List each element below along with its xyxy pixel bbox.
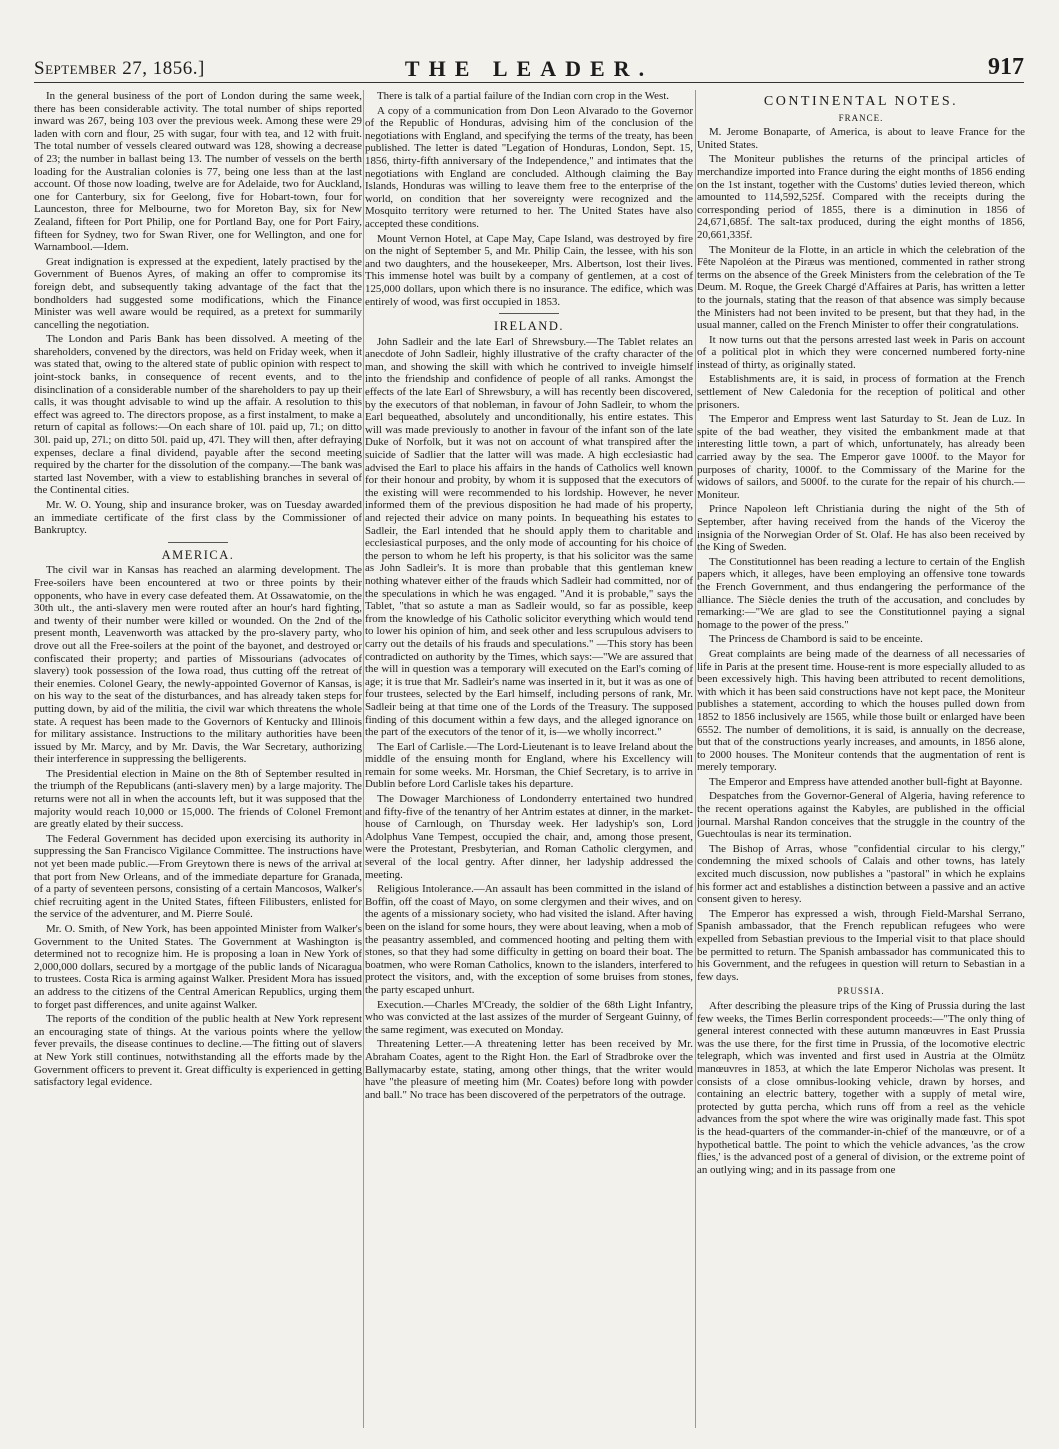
paragraph: Execution.—Charles M'Cready, the soldier of the 68th Light Infantry, who was convicted at the last assizes of the murder of Sergeant Guinny, of the same regiment, was executed on Monday. xyxy=(365,998,693,1036)
paragraph: The Moniteur publishes the returns of the principal articles of merchandize imported into France during the eight months of 1856 ending on the 1st instant, together with the Customs' duties levied thereon, which amounted to 114,592,525f. Compared with the receipts during the corresponding period of 1855, there is a diminution in 1856 of 24,671,685f. The salt-tax produced, during the eight months of 1856, 20,661,335f. xyxy=(697,153,1025,241)
section-rule xyxy=(499,313,559,314)
paragraph: M. Jerome Bonaparte, of America, is about to leave France for the United States. xyxy=(697,126,1025,151)
paragraph: In the general business of the port of London during the same week, there has been considerable activity. The total number of ships reported inward was 267, being 103 over the previous week. Among these were 29 laden with corn and flour, 25 with sugar, four with tea, and 12 with fruit. The total number of vessels cleared outward was 128, showing a decrease of 23; the number in ballast being 13. The number of vessels on the berth loading for the Australian colonies is 77, being one less than at the last account. Of those now loading, twelve are for Adelaide, two for Auckland, one for Canterbury, six for Geelong, five for Hobart-town, four for Launceston, three for Melbourne, two for Moreton Bay, six for New Zealand, fifteen for Port Philip, one for Portland Bay, one for Port Fairy, fifteen for Sydney, two for Swan River, one for Wellington, and one for Warnambool.—Idem. xyxy=(34,90,362,254)
paragraph: The Emperor and Empress went last Saturday to St. Jean de Luz. In spite of the bad weather, they visited the embankment made at that interesting little town, a part of which, unfortunately, has already been carried away by the sea. The Emperor gave 1000f. to the Mayor for purposes of charity, 1000f. to the Commissary of the Marine for the widows of sailors, and 5000f. to the curate for the repair of his church.—Moniteur. xyxy=(697,413,1025,501)
section-rule xyxy=(168,542,228,543)
paragraph: The civil war in Kansas has reached an alarming development. The Free-soilers have been encountered at two or three points by their opponents, who have in every case defeated them. At Ossawatomie, on the 30th ult., the anti-slavery men were routed after an hour's hard fighting, and twenty of their number were killed or wounded. On the 2nd of the present month, Leavenworth was attacked by the pro-slavery party, who drove out all the Free-soilers at the point of the bayonet, and destroyed or confiscated their property; and parties of Missourians (advocates of slavery) took possession of the Iowa road, thus cutting off the retreat of their enemies. Colonel Geary, the newly-appointed Governor of Kansas, is on his way to the seat of the disturbances, and has already taken steps for putting down, by aid of the militia, the civil war which threatens the whole state. A request has been made to the Governors of Kentucky and Illinois for military assistance. Instructions to the military authorities have been issued by Mr. Marcy, and by Mr. Davis, the War Secretary, authorizing their interference in suppressing the belligerents. xyxy=(34,564,362,766)
paragraph: Great complaints are being made of the dearness of all necessaries of life in Paris at the present time. House-rent is more especially alluded to as been excessively high. This having been attributed to recent demolitions, with which it has been said constructions have not kept pace, the Moniteur publishes a statement, according to which the houses pulled down from 1852 to 1856 inclusively are 1565, while those built or enlarged have been 6552. The number of demolitions, it is said, is annually on the decrease, but that of the constructions yearly increases, and amounts, in 1856 alone, to 2000 houses. The Moniteur contends that the augmentation of rent is merely temporary. xyxy=(697,647,1025,774)
subheading-prussia: PRUSSIA. xyxy=(837,986,885,997)
paragraph: The Earl of Carlisle.—The Lord-Lieutenant is to leave Ireland about the middle of the ensuing month for England, where his Excellency will remain for some weeks. Mr. Horsman, the Chief Secretary, is to arrive in Dublin before Lord Carlisle takes his departure. xyxy=(365,740,693,791)
paragraph: After describing the pleasure trips of the King of Prussia during the last few weeks, the Times Berlin correspondent proceeds:—"The only thing of general interest connected with these autumn manœuvres in East Prussia was the use there, for the first time in Prussia, of the locomotive electric telegraph, which was invented and first used in Austria at the Olmütz manœuvres in 1853, at which the late Emperor Nicholas was present. It consists of a close omnibus-looking vehicle, drawn by horses, and containing an electric battery, together with a supply of metal wire, protected by gutta percha, which runs off from a reel as the vehicle advances from the spot where the wire was originally made fast. This spot is the head-quarters of the commander-in-chief of the manœuvre, or of a hypothetical battle. The point to which the vehicle advances, 'as the crow flies,' is the advanced post of a general of division, or the extreme point of an outlying wing; and in its passage from one xyxy=(697,999,1025,1176)
section-heading-america: AMERICA. xyxy=(161,547,235,562)
section-heading-ireland: IRELAND. xyxy=(494,319,564,334)
column-3 xyxy=(697,90,1025,1428)
masthead-title: THE LEADER. xyxy=(404,56,654,81)
column-divider xyxy=(363,90,364,1428)
paragraph: Mount Vernon Hotel, at Cape May, Cape Island, was destroyed by fire on the night of September 5, and Mr. Philip Cain, the lessee, with his son and two daughters, and the housekeeper, Mrs. Albertson, lost their lives. This immense hotel was built by a company of gentlemen, at a cost of 125,000 dollars, upon which there is no insurance. The edifice, which was entirely of wood, was first occupied in 1853. xyxy=(365,232,693,308)
paragraph: John Sadleir and the late Earl of Shrewsbury.—The Tablet relates an anecdote of John Sadleir, highly illustrative of the crafty character of the man, and showing the skill with which he contrived to inveigle himself into the friendship and confidence of people of all ranks. Amongst the effects of the late Earl of Shrewsbury, a will has recently been discovered, by the executors of that nobleman, in favour of John Sadleir, to whom the Earl bequeathed, absolutely and unconditionally, his entire estates. This will was made previously to another in favour of the infant son of the late Duke of Norfolk, but it was not on account of what transpired after the suicide of Sadlier that the latter will was made. A high ecclesiastic had advised the Earl to place his affairs in the hands of Catholics well known for their honour and probity, by whom it is supposed that the executors of the existing will were recommended to his lordship. However, he never informed them of the previous disposition he had made of his property, and rejected their advice on many points. In bequeathing his estates to Sadleir, the Earl intended that he should apply them to charitable and ecclesiastical purposes, and the only mode of accounting for his choice of the person to whom he left his property, is that his solicitor was the same as John Sadleir's. It is more than probable that this gentleman knew nothing whatever either of the frauds which Sadleir had committed, nor of the speculations in which he was engaged. "And it is probable," says the Tablet, "that so astute a man as Sadleir would, so far as possible, keep from the knowledge of his Catholic solicitor everything which would tend to lower his opinion of him, and seek other and less scrupulous advisers to carry out the details of his frauds and speculations." —This story has been contradicted on authority by the Times, which says:—"We are assured that the will in question was a temporary will executed on the Earl's coming of age; it is true that Mr. Sadleir's name was inserted in it, but it was as one of four trustees, selected by the Earl himself, including persons of rank, Mr. Sadleir being at that time one of the Lords of the Treasury. The supposed finding of this document within a few days, and the alleged ignorance on the part of the executors of the tenor of it, is—we wholly incorrect." xyxy=(365,335,693,739)
column-divider xyxy=(695,90,696,1428)
column-1 xyxy=(34,90,362,1428)
paragraph: The Moniteur de la Flotte, in an article in which the celebration of the Fête Napoléon at the Piræus was mentioned, commented in rather strong terms on the absence of the Greek Ministers from the celebration of the Te Deum. M. Roque, the Greek Chargé d'Affaires at Paris, has written a letter to the journals, stating that the reason of that absence was simply because the Ministers had not been invited to be present, but that they had, in the usual manner, called on the French Minister to offer their congratulations. xyxy=(697,243,1025,332)
paragraph: Great indignation is expressed at the expedient, lately practised by the Government of Buenos Ayres, of making an offer to compromise its foreign debt, and subsequently taking advantage of the fact that the bondholders had suggested some modifications, which the Finance Minister was well aware would be required, as a pretext for summarily cancelling the negotiation. xyxy=(34,255,362,331)
page-number: 917 xyxy=(988,54,1024,80)
paragraph: The Princess de Chambord is said to be enceinte. xyxy=(709,633,923,646)
paragraph: Prince Napoleon left Christiania during the night of the 5th of September, after having received from the hands of the Viceroy the insignia of the Norwegian Order of St. Olaf. He has also been received by the King of Sweden. xyxy=(697,503,1025,554)
paragraph: The Presidential election in Maine on the 8th of September resulted in the triumph of the Republicans (anti-slavery men) by a large majority. The returns were not all in when the accounts left, but it was supposed that the majority would reach 10,000 or 15,000. The friends of Colonel Fremont are greatly elated by their success. xyxy=(34,767,362,831)
paragraph: Despatches from the Governor-General of Algeria, having reference to the recent operations against the Kabyles, are published in the official journal. Marshal Randon conceives that the struggle in the country of the Guechtoulas is near its termination. xyxy=(697,790,1025,841)
paragraph: The Bishop of Arras, whose "confidential circular to his clergy," condemning the mixed schools of Calais and other towns, has lately excited much discussion, now publishes a "pastoral" in which he explains his former act and establishes a distinction between a passive and an active consent given to heresy. xyxy=(697,842,1025,906)
paragraph: The Constitutionnel has been reading a lecture to certain of the English papers which, it alleges, have been employing an offensive tone towards the French Government, and thus endangering the performance of the alliance. The Siècle denies the truth of the accusation, and concludes by remarking:—"We are glad to see the Constitutionnel paying a signal homage to the power of the press." xyxy=(697,555,1025,631)
subheading-france: FRANCE. xyxy=(838,112,884,123)
paragraph: Religious Intolerance.—An assault has been committed in the island of Boffin, off the coast of Mayo, on some clergymen and their wives, and on the agents of a missionary society, who had visited the island. After having been on the island for some hours, they were about leaving, when a mob of the peasantry assembled, and commenced hooting and pelting them with stones, so that they had some difficulty in getting on board their boat. The boatmen, who were Roman Catholics, known to the islanders, interfered to protect the visitors, and, with the exception of some bruises from stones, the party escaped unhurt. xyxy=(365,883,693,996)
paragraph: There is talk of a partial failure of the Indian corn crop in the West. xyxy=(377,90,669,102)
paragraph: Threatening Letter.—A threatening letter has been received by Mr. Abraham Coates, agent to the Right Hon. the Earl of Stradbroke over the Ballymacarby estate, stating, among other things, that the writer would have "the pleasure of meeting him (Mr. Coates) before long with powder and ball." No trace has been discovered of the perpetrators of the outrage. xyxy=(365,1038,693,1101)
paragraph: It now turns out that the persons arrested last week in Paris on account of a political plot in which they were concerned numbered forty-nine instead of thirty, as originally stated. xyxy=(697,333,1025,371)
paragraph: Mr. W. O. Young, ship and insurance broker, was on Tuesday awarded an immediate certificate of the first class by the Commissioner of Bankruptcy. xyxy=(34,499,362,537)
paragraph: Mr. O. Smith, of New York, has been appointed Minister from Walker's Government to the United States. The Government at Washington is determined not to recognize him. He is proposing a loan in New York of 2,000,000 dollars, secured by a mortgage of the public lands of Nicaragua to trustees. Costa Rica is arming against Walker. President Mora has issued an address to the citizens of the Central American Republics, urging them to forget past differences, and unite against Walker. xyxy=(34,923,362,1011)
column-2 xyxy=(365,90,693,1428)
header-rule xyxy=(34,82,1024,83)
paragraph: The Emperor and Empress have attended another bull-fight at Bayonne. xyxy=(709,775,1023,788)
paragraph: The Dowager Marchioness of Londonderry entertained two hundred and fifty-five of the tenantry of her Antrim estates at dinner, in the market-house of Carnlough, on Thursday week. Her ladyship's son, Lord Adolphus Vane Tempest, occupied the chair, and, among those present, were the Protestant, Presbyterian, and Roman Catholic clergymen, and several of the local gentry. After dinner, her ladyship addressed the meeting. xyxy=(365,793,693,881)
paragraph: The reports of the condition of the public health at New York represent an encouraging state of things. At the various points where the yellow fever prevails, the disease continues to decline.—The fitting out of slavers at New York still continues, notwithstanding all the efforts made by the Government officers to prevent it. Great difficulty is experienced in getting satisfactory legal evidence. xyxy=(34,1013,362,1089)
paragraph: A copy of a communication from Don Leon Alvarado to the Governor of the Republic of Honduras, advising him of the conclusion of the negotiations with England, and specifying the terms of the treaty, has been published. The letter is dated "Legation of Honduras, London, Sept. 15, 1856, thirty-fifth anniversary of the Independence," and intimates that the negotiations with England are concluded. Although claiming the Bay Islands, Honduras was willing to leave them free to the enterprise of the world, on condition that her sovereignty were recognized and the Mosquito territory were returned to her. The United States have also accepted these conditions. xyxy=(365,104,693,230)
paragraph: The Emperor has expressed a wish, through Field-Marshal Serrano, Spanish ambassador, that the French republican refugees who were expelled from Sebastian previous to the Imperial visit to that place should be permitted to return. The Spanish ambassador has communicated this to his Government, and the refugees in question will return to Sebastian in a few days. xyxy=(697,907,1025,983)
paragraph: Establishments are, it is said, in process of formation at the French settlement of New Caledonia for the reception of political and other prisoners. xyxy=(697,373,1025,411)
paragraph: The Federal Government has decided upon exercising its authority in suppressing the San Francisco Vigilance Committee. The instructions have not yet been made public.—From Greytown there is news of the arrival at that port from New Orleans, and of the immediate departure for Granada, of a party of seventeen persons, consisting of a certain Mancosos, Walker's chief recruiting agent in the United States, fifteen Filibusters, enlisted for the service of the adventurer, and M. Pierre Soulé. xyxy=(34,832,362,921)
paragraph: The London and Paris Bank has been dissolved. A meeting of the shareholders, convened by the directors, was held on Friday week, when it was stated that, owing to the altered state of public opinion with respect to joint-stock banks, in consequence of recent events, and to the disinclination of a considerable number of the shareholders to pay up their calls, it was thought advisable to wind up the affair. A resolution to this effect was agreed to. The directors propose, as a first instalment, to make a return of capital as follows:—On each share of 10l. paid up, 7l.; on ditto 30l. paid up, 27l.; on ditto 50l. paid up, 47l. They will then, after defraying expenses, declare a final dividend, payable after the second meeting required by the charter for the dissolution of the company.—The bank was started last November, with a view to establishing branches in several of the Continental cities. xyxy=(34,333,362,497)
page-header xyxy=(34,52,1024,92)
section-heading-continental: CONTINENTAL NOTES. xyxy=(763,94,959,109)
issue-date: September 27, 1856.] xyxy=(34,58,205,79)
